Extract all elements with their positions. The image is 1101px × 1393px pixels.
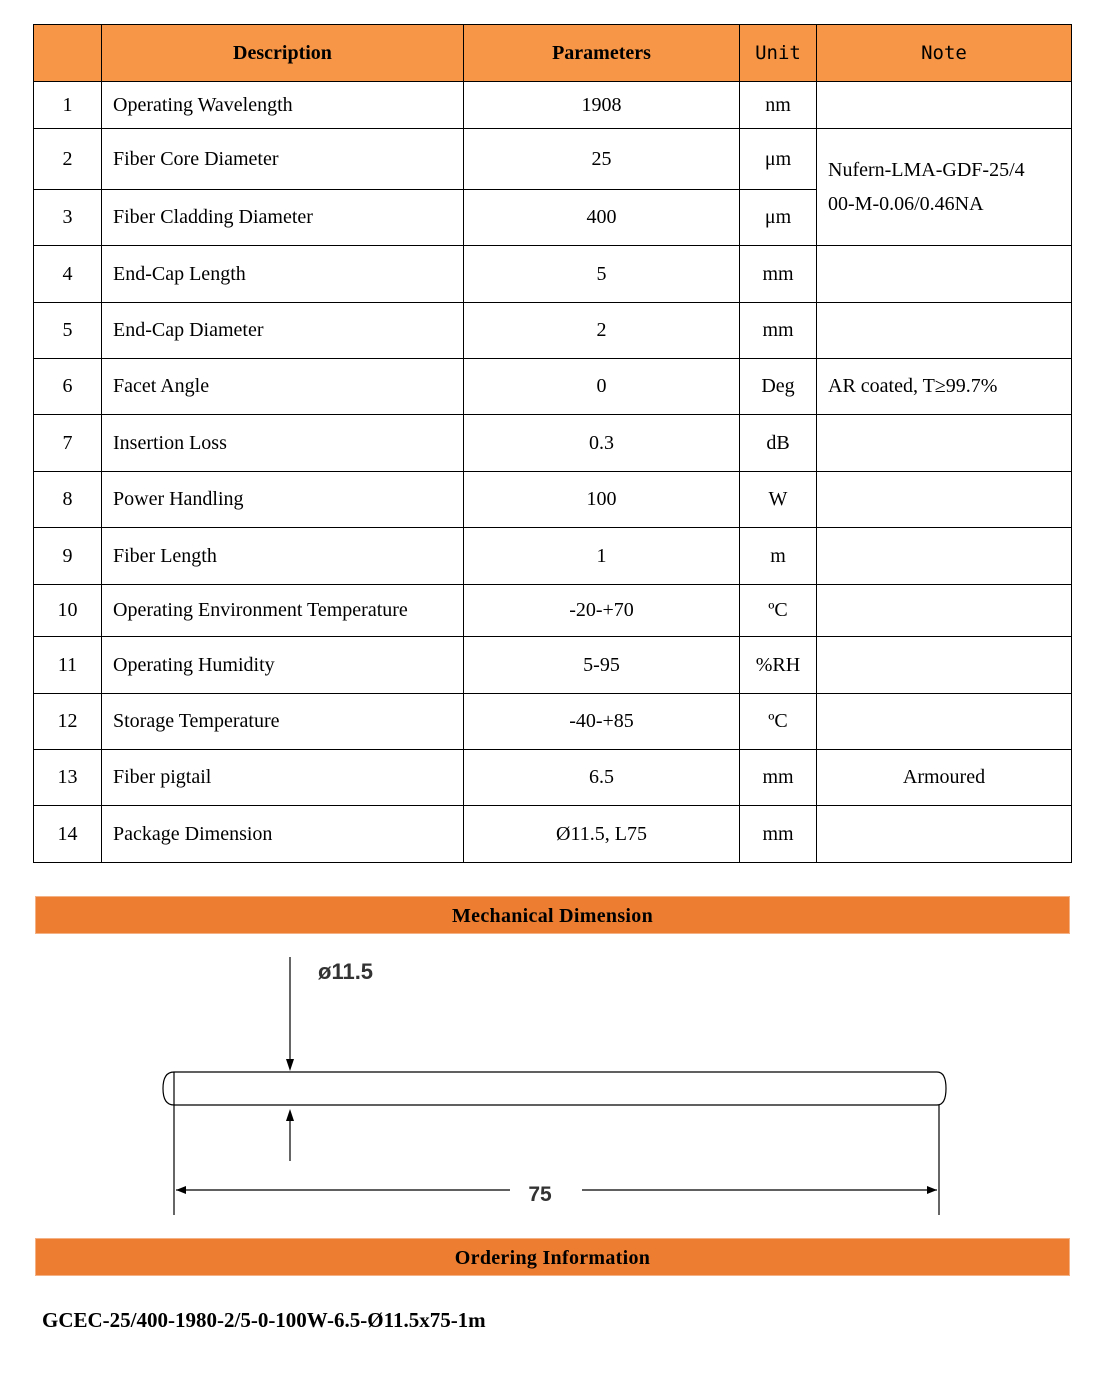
note-line-2-visible: 00-M-0.06/0.46NA — [828, 193, 984, 215]
row-unit: ºC — [740, 694, 817, 750]
row-description: Fiber Cladding Diameter — [102, 190, 464, 246]
row-parameter: -40-+85 — [464, 694, 740, 750]
row-description: End-Cap Length — [102, 246, 464, 303]
table-row — [34, 528, 1072, 585]
row-description: Operating Wavelength — [102, 82, 464, 129]
row-unit: mm — [740, 303, 817, 359]
length-arrow-left-head — [176, 1186, 186, 1194]
row-parameter: 1 — [464, 528, 740, 585]
ordering-information-title: Ordering Information — [35, 1238, 1070, 1276]
table-row — [34, 472, 1072, 528]
row-unit: mm — [740, 246, 817, 303]
mechanical-dimension-title: Mechanical Dimension — [35, 896, 1070, 934]
header-no — [34, 25, 102, 82]
table-row — [34, 750, 1072, 806]
cylinder-left-cap — [163, 1072, 174, 1105]
header-parameters: Parameters — [464, 25, 740, 82]
row-number: 6 — [34, 359, 102, 415]
row-description: Storage Temperature — [102, 694, 464, 750]
diameter-arrow-top-head — [286, 1059, 294, 1071]
row-unit: mm — [740, 806, 817, 863]
table-row — [34, 694, 1072, 750]
note-line-1-visible: Nufern-LMA-GDF-25/4 — [828, 159, 1025, 181]
ordering-code: GCEC-25/400-1980-2/5-0-100W-6.5-Ø11.5x75-1m — [42, 1308, 486, 1332]
row-note — [817, 585, 1072, 637]
header-unit: Unit — [740, 25, 817, 82]
row-note — [817, 694, 1072, 750]
row-number: 1 — [34, 82, 102, 129]
row-note — [817, 528, 1072, 585]
row-parameter: 0 — [464, 359, 740, 415]
row-note — [817, 246, 1072, 303]
row-note — [817, 82, 1072, 129]
row-unit: mm — [740, 750, 817, 806]
table-row — [34, 246, 1072, 303]
row-unit: μm — [740, 129, 817, 190]
row-parameter: 2 — [464, 303, 740, 359]
row-number: 10 — [34, 585, 102, 637]
row-number: 13 — [34, 750, 102, 806]
row-note — [817, 415, 1072, 472]
row-note — [817, 637, 1072, 694]
row-note — [817, 472, 1072, 528]
diameter-arrow-bottom-head — [286, 1109, 294, 1121]
row-description: Package Dimension — [102, 806, 464, 863]
table-row — [34, 129, 1072, 190]
table-row — [34, 806, 1072, 863]
table-row — [34, 585, 1072, 637]
row-number: 11 — [34, 637, 102, 694]
row-number: 14 — [34, 806, 102, 863]
row-parameter: -20-+70 — [464, 585, 740, 637]
table-header-row — [34, 25, 1072, 82]
row-unit: m — [740, 528, 817, 585]
row-description: Facet Angle — [102, 359, 464, 415]
row-parameter: 400 — [464, 190, 740, 246]
row-unit: μm — [740, 190, 817, 246]
row-number: 9 — [34, 528, 102, 585]
row-number: 12 — [34, 694, 102, 750]
diameter-label: ø11.5 — [318, 959, 374, 984]
header-note: Note — [817, 25, 1072, 82]
row-unit: %RH — [740, 637, 817, 694]
row-description: Power Handling — [102, 472, 464, 528]
row-unit: Deg — [740, 359, 817, 415]
row-unit: dB — [740, 415, 817, 472]
row-parameter: 5-95 — [464, 637, 740, 694]
row-description: Operating Environment Temperature — [102, 585, 464, 637]
length-label: 75 — [528, 1183, 552, 1206]
row-description: Fiber Core Diameter — [102, 129, 464, 190]
row-note-merged — [817, 129, 1072, 246]
table-row — [34, 637, 1072, 694]
row-note: Armoured — [817, 750, 1072, 806]
row-number: 5 — [34, 303, 102, 359]
header-description: Description — [102, 25, 464, 82]
table-row — [34, 415, 1072, 472]
row-parameter: 25 — [464, 129, 740, 190]
row-number: 2 — [34, 129, 102, 190]
row-number: 3 — [34, 190, 102, 246]
row-description: Fiber Length — [102, 528, 464, 585]
row-number: 4 — [34, 246, 102, 303]
table-row — [34, 82, 1072, 129]
row-parameter: 6.5 — [464, 750, 740, 806]
row-parameter: 5 — [464, 246, 740, 303]
length-arrow-right-head — [927, 1186, 937, 1194]
row-description: Insertion Loss — [102, 415, 464, 472]
table-row — [34, 303, 1072, 359]
mechanical-drawing — [0, 935, 1101, 1235]
row-number: 7 — [34, 415, 102, 472]
row-description: End-Cap Diameter — [102, 303, 464, 359]
row-parameter: 100 — [464, 472, 740, 528]
row-unit: nm — [740, 82, 817, 129]
row-unit: W — [740, 472, 817, 528]
row-unit: ºC — [740, 585, 817, 637]
spec-table — [33, 24, 1072, 863]
cylinder-right-cap — [937, 1072, 946, 1105]
row-parameter: 1908 — [464, 82, 740, 129]
row-note — [817, 303, 1072, 359]
row-description: Operating Humidity — [102, 637, 464, 694]
row-description: Fiber pigtail — [102, 750, 464, 806]
row-number: 8 — [34, 472, 102, 528]
row-note: AR coated, T≥99.7% — [817, 359, 1072, 415]
row-note — [817, 806, 1072, 863]
row-parameter: Ø11.5, L75 — [464, 806, 740, 863]
table-row — [34, 359, 1072, 415]
row-parameter: 0.3 — [464, 415, 740, 472]
